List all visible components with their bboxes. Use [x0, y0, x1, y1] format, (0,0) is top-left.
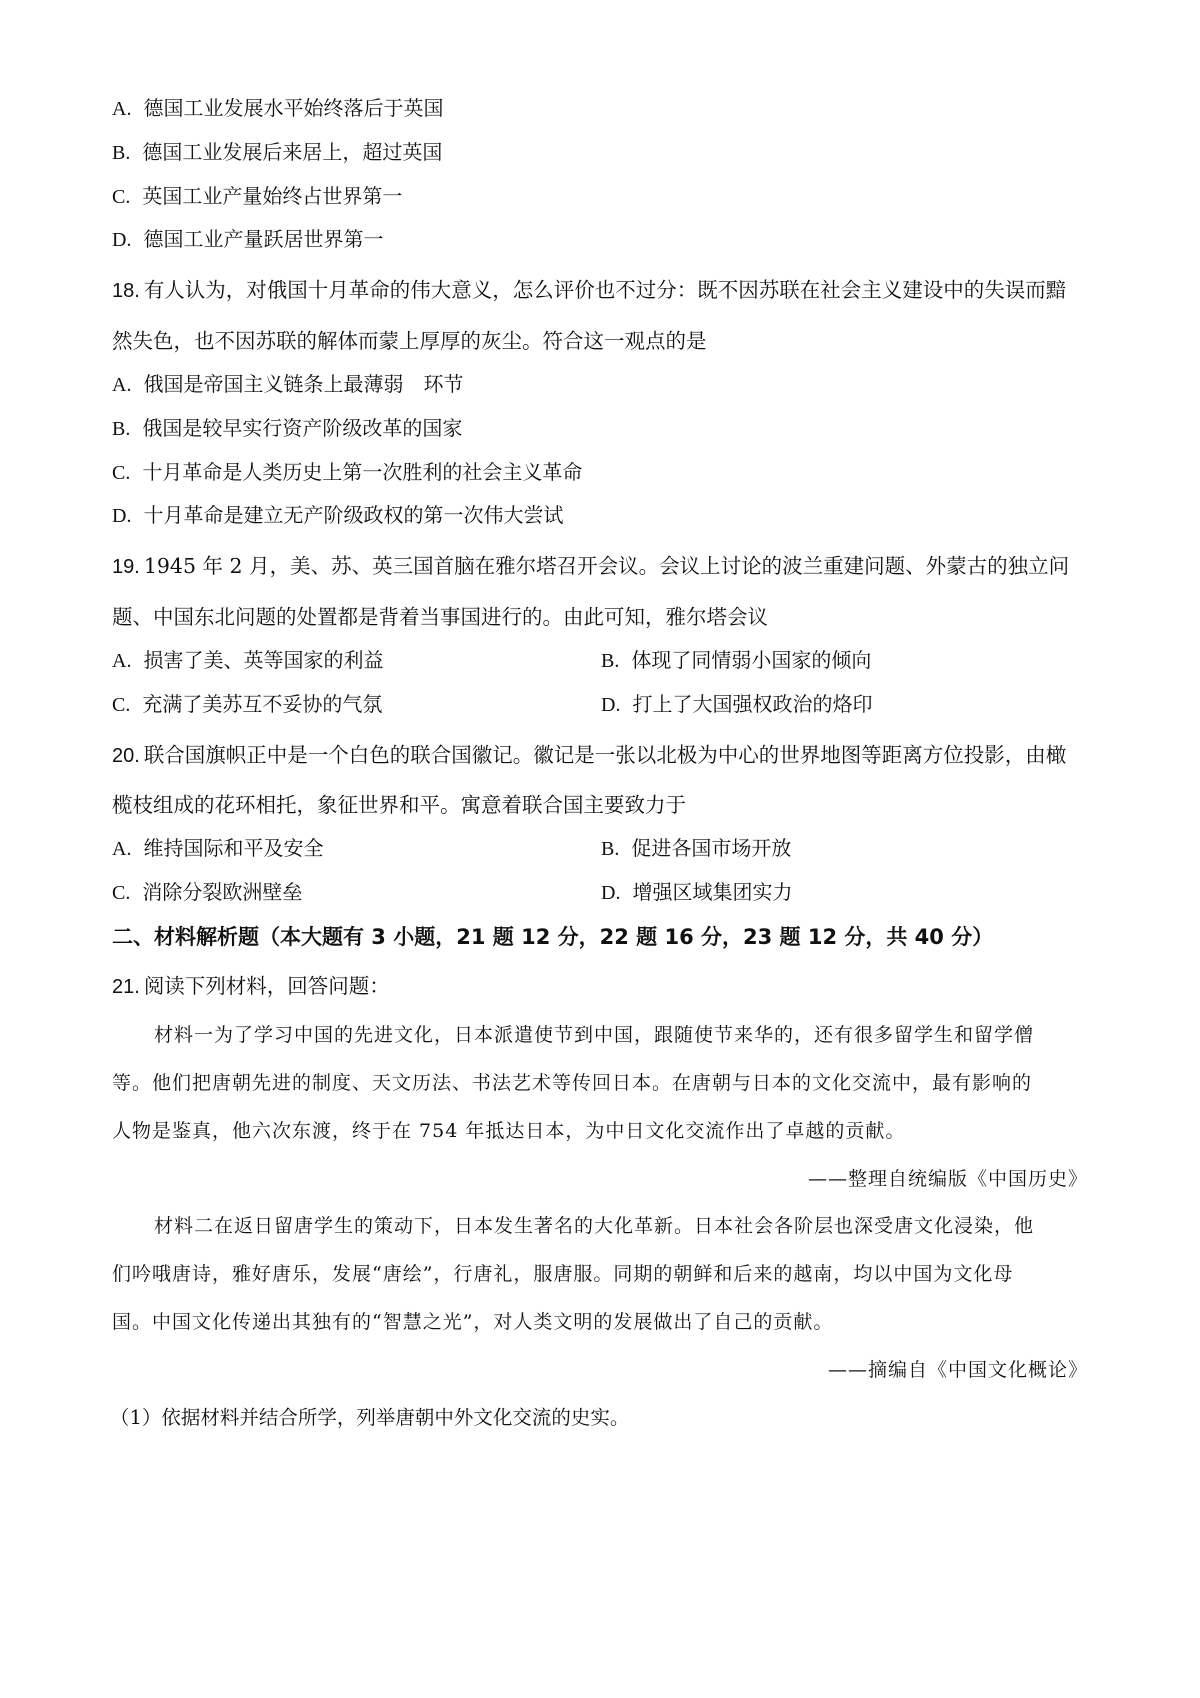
option-text: 德国工业发展水平始终落后于英国: [143, 96, 444, 120]
option-text: 德国工业产量跃居世界第一: [143, 227, 384, 251]
material1-source: ——整理自统编版《中国历史》: [807, 1168, 1088, 1190]
option-text: 俄国是帝国主义链条上最薄弱 环节: [143, 372, 464, 396]
option-letter: A.: [112, 650, 132, 672]
option-letter: B.: [112, 418, 131, 440]
option-text: 损害了美、英等国家的利益: [143, 648, 384, 672]
q17-option-b: [112, 138, 442, 167]
option-letter: A.: [112, 374, 132, 396]
question-number: 21.: [112, 976, 140, 998]
option-letter: B.: [112, 142, 131, 164]
option-letter: A.: [112, 98, 132, 120]
q20-stem-line2: 榄枝组成的花环相托，象征世界和平。寓意着联合国主要致力于: [112, 793, 686, 817]
q18-option-b: [112, 414, 462, 443]
q19-option-c: [112, 690, 382, 719]
option-text: 十月革命是人类历史上第一次胜利的社会主义革命: [142, 460, 583, 484]
material1-line3: 人物是鉴真，他六次东渡，终于在 754 年抵达日本，为中日文化交流作出了卓越的贡献。: [112, 1120, 906, 1142]
option-letter: C.: [112, 882, 131, 904]
question-text: 联合国旗帜正中是一个白色的联合国徽记。徽记是一张以北极为中心的世界地图等距离方位投影，由橄: [143, 743, 1067, 767]
option-letter: D.: [112, 229, 132, 251]
q17-option-d: [112, 225, 383, 254]
q20-option-d: [601, 878, 792, 907]
question-text: 1945 年 2 月，美、苏、英三国首脑在雅尔塔召开会议。会议上讨论的波兰重建问题、外蒙古的独立问: [143, 554, 1070, 578]
q18-option-c: [112, 458, 582, 487]
option-text: 充满了美苏互不妥协的气氛: [142, 692, 383, 716]
q18-option-a: [112, 370, 463, 399]
option-text: 体现了同情弱小国家的倾向: [631, 648, 872, 672]
option-text: 十月革命是建立无产阶级政权的第一次伟大尝试: [143, 503, 564, 527]
q20-option-a: [112, 834, 323, 863]
question-text: 阅读下列材料，回答问题：: [143, 974, 390, 998]
option-text: 英国工业产量始终占世界第一: [142, 184, 403, 208]
material1-line1: 材料一为了学习中国的先进文化，日本派遣使节到中国，跟随使节来华的，还有很多留学生和留学僧: [154, 1024, 1035, 1046]
q20-option-c: [112, 878, 302, 907]
material2-source: ——摘编自《中国文化概论》: [827, 1359, 1088, 1381]
q21-stem: [112, 972, 390, 1001]
question-text: 有人认为，对俄国十月革命的伟大意义，怎么评价也不过分：既不因苏联在社会主义建设中的失误而黯: [143, 278, 1067, 302]
option-letter: D.: [112, 505, 132, 527]
q19-stem-line2: 题、中国东北问题的处置都是背着当事国进行的。由此可知，雅尔塔会议: [112, 605, 768, 629]
question-number: 20.: [112, 745, 140, 767]
option-text: 维持国际和平及安全: [143, 836, 324, 860]
option-letter: D.: [601, 694, 621, 716]
question-number: 18.: [112, 280, 140, 302]
question-number: 19.: [112, 556, 140, 578]
option-letter: D.: [601, 882, 621, 904]
option-letter: A.: [112, 838, 132, 860]
q19-option-d: [601, 690, 872, 719]
material2-line1: 材料二在返日留唐学生的策动下，日本发生著名的大化革新。日本社会各阶层也深受唐文化浸染，他: [154, 1215, 1035, 1237]
option-text: 打上了大国强权政治的烙印: [632, 692, 873, 716]
material2-line2: 们吟哦唐诗，雅好唐乐，发展“唐绘”，行唐礼，服唐服。同期的朝鲜和后来的越南，均以中国为文化母: [112, 1263, 1014, 1285]
option-text: 德国工业发展后来居上，超过英国: [142, 140, 443, 164]
option-letter: C.: [112, 462, 131, 484]
q21-subquestion-1: （1）依据材料并结合所学，列举唐朝中外文化交流的史实。: [110, 1406, 630, 1429]
q20-stem-line1: [112, 741, 1066, 770]
q18-option-d: [112, 501, 563, 530]
section-heading: 二、材料解析题（本大题有 3 小题，21 题 12 分，22 题 16 分，23 题 12 分，共 40 分）: [112, 925, 994, 949]
q18-stem-line2: 然失色，也不因苏联的解体而蒙上厚厚的灰尘。符合这一观点的是: [112, 329, 707, 353]
option-text: 俄国是较早实行资产阶级改革的国家: [142, 416, 463, 440]
option-letter: C.: [112, 694, 131, 716]
q20-option-b: [601, 834, 791, 863]
option-text: 增强区域集团实力: [632, 880, 793, 904]
q17-option-a: [112, 94, 443, 123]
option-letter: C.: [112, 186, 131, 208]
q18-stem-line1: [112, 276, 1066, 305]
material2-line3: 国。中国文化传递出其独有的“智慧之光”，对人类文明的发展做出了自己的贡献。: [112, 1311, 834, 1333]
option-text: 促进各国市场开放: [631, 836, 792, 860]
q19-option-b: [601, 646, 871, 675]
option-letter: B.: [601, 650, 620, 672]
option-text: 消除分裂欧洲壁垒: [142, 880, 303, 904]
option-letter: B.: [601, 838, 620, 860]
material1-line2: 等。他们把唐朝先进的制度、天文历法、书法艺术等传回日本。在唐朝与日本的文化交流中，最有影响的: [112, 1072, 1033, 1094]
q19-stem-line1: [112, 552, 1069, 581]
q19-option-a: [112, 646, 383, 675]
q17-option-c: [112, 182, 402, 211]
